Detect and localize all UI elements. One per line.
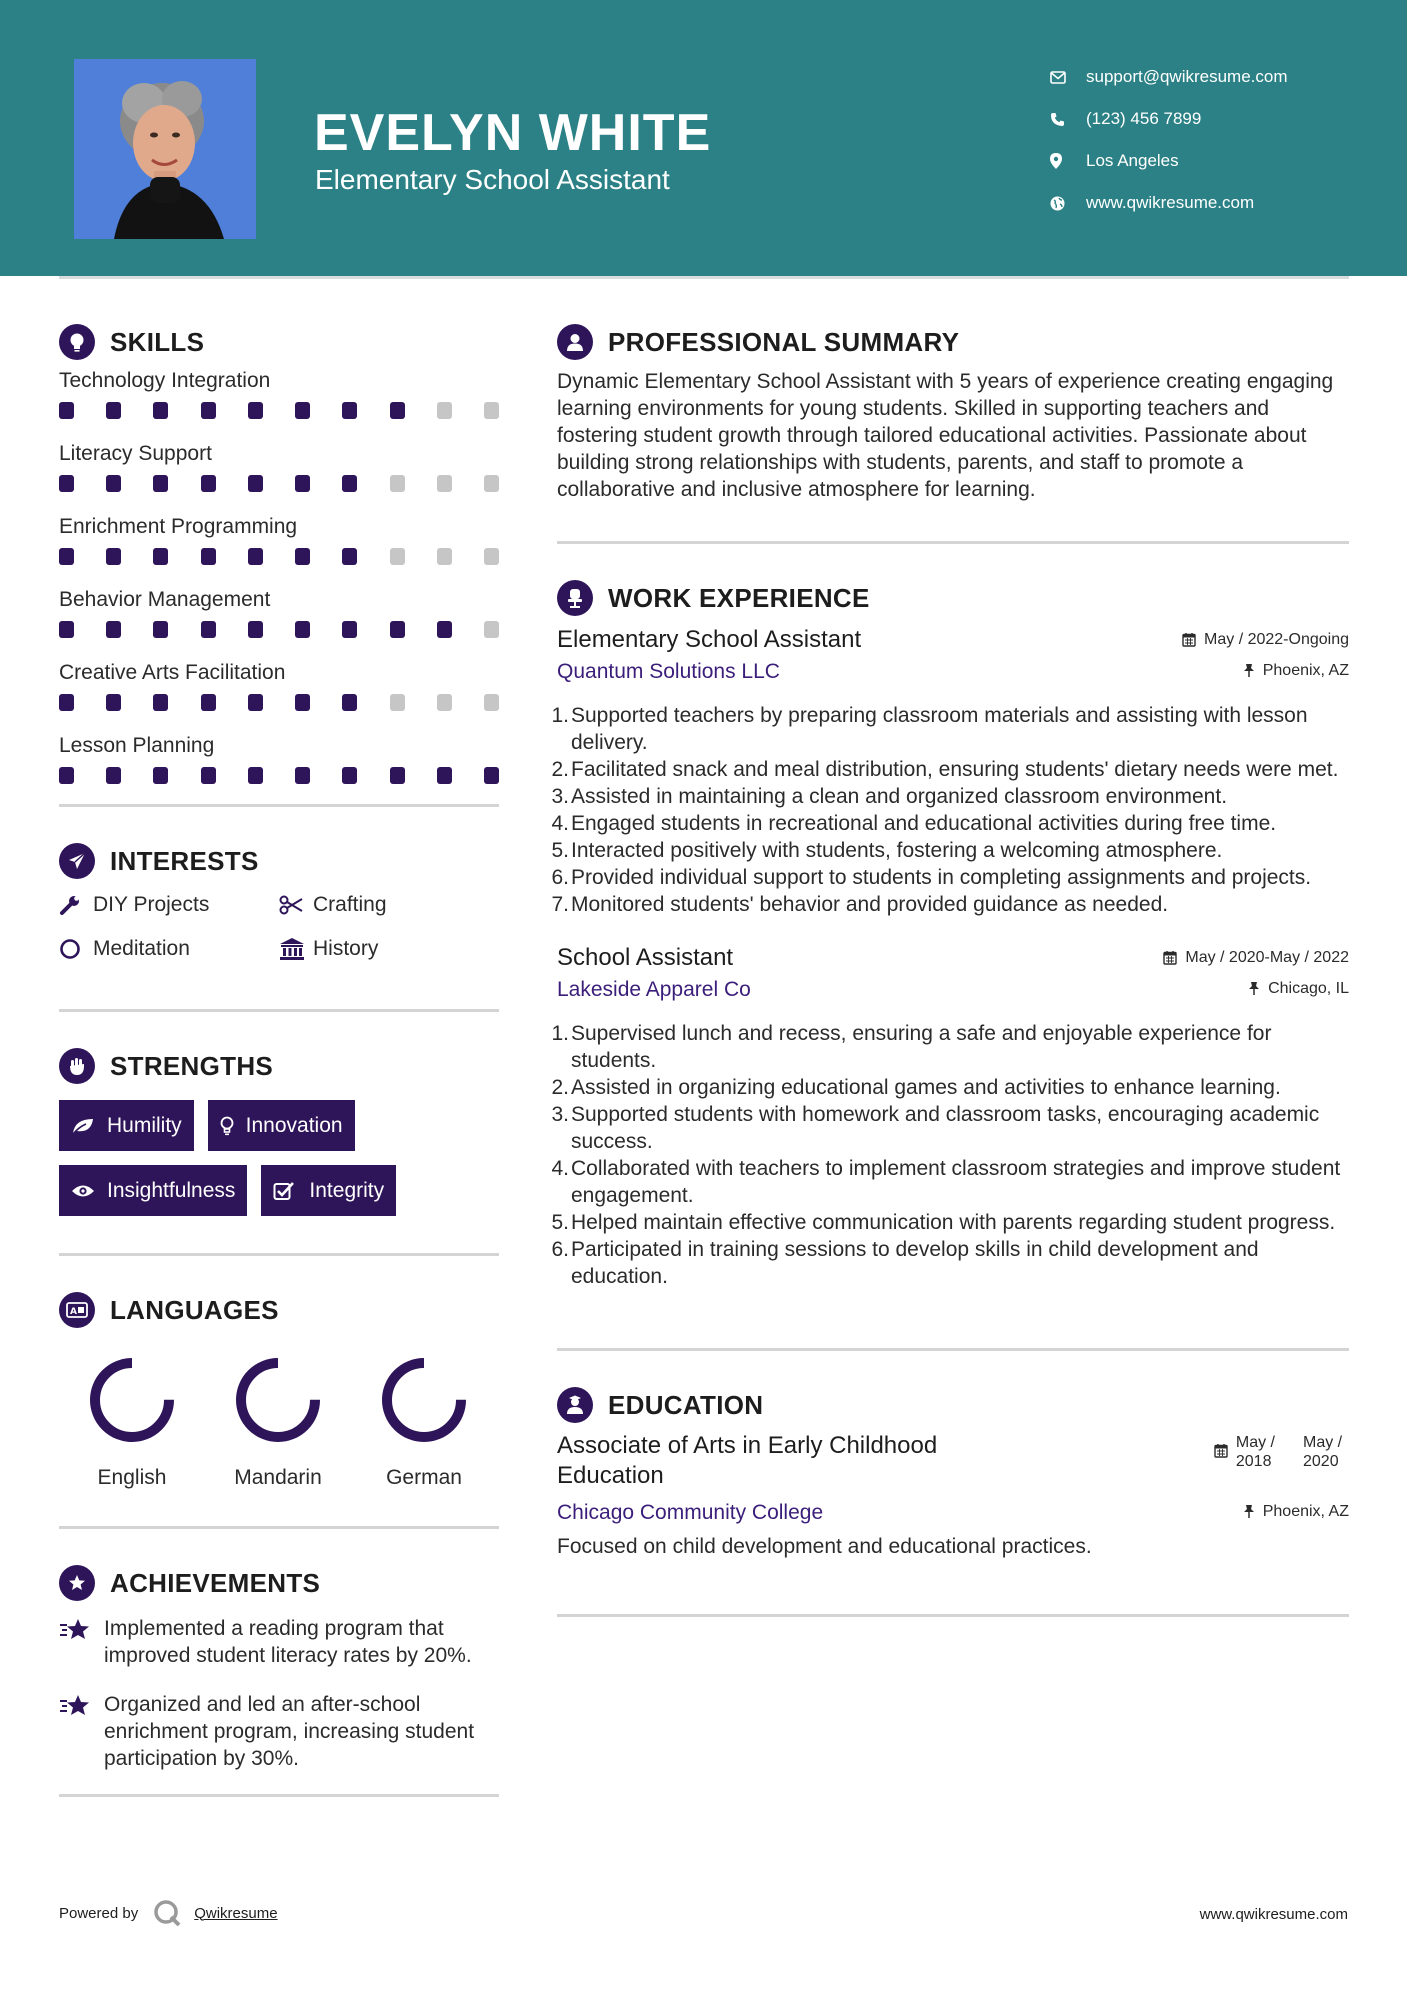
skill-dot-filled — [106, 475, 121, 492]
skill-dot-empty — [484, 621, 499, 638]
interests-title: INTERESTS — [110, 845, 259, 876]
skill-dot-filled — [342, 475, 357, 492]
section-divider — [59, 1009, 499, 1012]
contact-email[interactable] — [1050, 56, 1380, 98]
globe-icon — [1050, 196, 1086, 211]
skill-rating — [59, 548, 499, 565]
job-title: School Assistant — [557, 944, 734, 971]
language-name: Mandarin — [234, 1466, 322, 1489]
star-icon — [59, 1691, 104, 1724]
skill-dot-filled — [390, 621, 405, 638]
bullet-number: 5. — [551, 839, 569, 862]
job-entry — [551, 942, 1349, 1290]
qwikresume-link[interactable]: Qwikresume — [194, 1904, 278, 1922]
education-start-year: 2018 — [1235, 1453, 1272, 1470]
language-level-ring — [232, 1354, 324, 1446]
interest-label: Crafting — [313, 893, 387, 916]
bullet-text: Facilitated snack and meal distribution, ensuring students' dietary needs were met. — [571, 758, 1339, 781]
education-start-month: May / — [1235, 1434, 1275, 1451]
skill-dot-filled — [153, 694, 168, 711]
skill-name: Literacy Support — [59, 442, 212, 465]
language-item — [59, 1354, 205, 1490]
skill-dot-empty — [484, 475, 499, 492]
strengths-title: STRENGTHS — [110, 1050, 274, 1081]
skill-dot-filled — [342, 548, 357, 565]
contact-website[interactable] — [1050, 182, 1380, 224]
star-badge-icon — [59, 1565, 95, 1601]
bullet-text: Supervised lunch and recess, ensuring a safe and enjoyable experience for students. — [571, 1022, 1272, 1072]
skills-heading — [59, 318, 499, 366]
languages-heading — [59, 1286, 499, 1334]
education-title: EDUCATION — [608, 1389, 764, 1420]
language-level-ring — [378, 1354, 470, 1446]
job-bullet — [551, 756, 1349, 783]
job-bullet — [551, 1209, 1349, 1236]
strengths-badges — [59, 1100, 499, 1216]
skill-dot-filled — [437, 767, 452, 784]
pushpin-icon — [1243, 1504, 1255, 1519]
skill-dot-filled — [295, 767, 310, 784]
svg-text:A: A — [70, 1307, 77, 1317]
skill-dot-filled — [153, 621, 168, 638]
company-name: Lakeside Apparel Co — [557, 978, 751, 1001]
skill-dot-filled — [59, 475, 74, 492]
skill-dot-filled — [248, 621, 263, 638]
wrench-icon — [59, 894, 93, 916]
skill-dot-filled — [342, 402, 357, 419]
achievement-text: Organized and led an after-school enrichment program, increasing student participation by 30%. — [104, 1693, 475, 1770]
header-divider — [59, 276, 1349, 279]
skill-dot-filled — [295, 402, 310, 419]
skill-dot-filled — [59, 694, 74, 711]
job-bullet — [551, 891, 1349, 918]
education-description: Focused on child development and educational practices. — [557, 1535, 1092, 1558]
lightbulb-icon — [59, 324, 95, 360]
education-heading — [557, 1381, 1349, 1429]
strength-label: Humility — [107, 1113, 182, 1137]
job-location-text: Phoenix, AZ — [1262, 661, 1349, 679]
skill-dot-filled — [201, 767, 216, 784]
languages-list — [59, 1354, 499, 1490]
bullet-number: 1. — [551, 1022, 569, 1045]
education-end — [1303, 1433, 1349, 1471]
achievement-item — [59, 1691, 499, 1772]
phone-icon — [1050, 112, 1086, 127]
skill-name: Behavior Management — [59, 588, 271, 611]
strength-badge — [59, 1165, 247, 1216]
company-name: Quantum Solutions LLC — [557, 660, 780, 683]
language-icon — [59, 1292, 95, 1328]
skill-dot-empty — [390, 548, 405, 565]
bullet-text: Helped maintain effective communication with parents regarding student progress. — [571, 1211, 1336, 1234]
skill-name: Creative Arts Facilitation — [59, 661, 286, 684]
job-bullets — [551, 702, 1349, 918]
lightbulb-icon — [220, 1116, 246, 1136]
bullet-text: Supported students with homework and classroom tasks, encouraging academic success. — [571, 1103, 1320, 1153]
job-bullets — [551, 1020, 1349, 1290]
bullet-number: 5. — [551, 1211, 569, 1234]
bullet-number: 2. — [551, 758, 569, 781]
bullet-text: Collaborated with teachers to implement classroom strategies and improve student engagement. — [571, 1157, 1341, 1207]
skill-dot-filled — [342, 767, 357, 784]
summary-heading — [557, 318, 1349, 366]
circle-icon — [59, 938, 93, 960]
bullet-number: 1. — [551, 704, 569, 727]
skill-dot-filled — [248, 402, 263, 419]
education-entry — [557, 1431, 1349, 1560]
skill-dot-filled — [201, 621, 216, 638]
skill-dot-filled — [153, 767, 168, 784]
skill-dot-filled — [106, 548, 121, 565]
skill-dot-filled — [106, 767, 121, 784]
education-location — [1243, 1503, 1349, 1521]
skill-dot-filled — [484, 767, 499, 784]
bullet-text: Participated in training sessions to develop skills in child development and education. — [571, 1238, 1259, 1288]
skill-dot-filled — [248, 475, 263, 492]
job-dates — [1182, 631, 1349, 649]
bullet-text: Assisted in organizing educational games and activities to enhance learning. — [571, 1076, 1281, 1099]
language-name: English — [97, 1466, 167, 1489]
skill-dot-empty — [484, 548, 499, 565]
skill-dot-empty — [484, 694, 499, 711]
skill-dot-filled — [295, 548, 310, 565]
bullet-number: 6. — [551, 866, 569, 889]
section-divider — [59, 1253, 499, 1256]
skill-dot-filled — [390, 402, 405, 419]
skill-dot-empty — [484, 402, 499, 419]
calendar-icon — [1163, 950, 1177, 965]
eye-icon — [71, 1183, 107, 1199]
skill-rating — [59, 621, 499, 638]
skill-dot-filled — [59, 621, 74, 638]
check-square-icon — [273, 1181, 309, 1201]
qwikresume-logo-icon — [152, 1898, 182, 1928]
resume-header — [0, 0, 1407, 276]
skill-dot-filled — [342, 694, 357, 711]
job-bullet — [551, 1020, 1349, 1074]
skill-dot-empty — [437, 548, 452, 565]
skill-dot-filled — [295, 621, 310, 638]
experience-heading — [557, 574, 1349, 622]
skill-dot-filled — [437, 621, 452, 638]
skill-dot-empty — [437, 694, 452, 711]
bullet-number: 3. — [551, 785, 569, 808]
language-level-arc — [95, 1363, 169, 1437]
skills-title: SKILLS — [110, 326, 205, 357]
strength-badge — [59, 1100, 194, 1151]
skill-dot-filled — [390, 767, 405, 784]
job-bullet — [551, 1155, 1349, 1209]
pushpin-icon — [1243, 663, 1255, 678]
star-icon — [59, 1615, 104, 1648]
achievements-title: ACHIEVEMENTS — [110, 1567, 321, 1598]
languages-title: LANGUAGES — [110, 1294, 279, 1325]
language-level-ring — [86, 1354, 178, 1446]
skill-dot-filled — [295, 694, 310, 711]
experience-title: WORK EXPERIENCE — [608, 582, 870, 613]
job-bullet — [551, 1101, 1349, 1155]
skill-dot-empty — [437, 402, 452, 419]
contact-phone[interactable] — [1050, 98, 1380, 140]
section-divider — [59, 1794, 499, 1797]
skill-dot-filled — [201, 548, 216, 565]
language-item — [205, 1354, 351, 1490]
calendar-icon — [1182, 632, 1196, 647]
contact-location — [1050, 140, 1380, 182]
interest-item — [279, 935, 499, 963]
skill-dot-empty — [390, 475, 405, 492]
job-bullet — [551, 783, 1349, 810]
chair-icon — [557, 580, 593, 616]
interest-label: DIY Projects — [93, 893, 210, 916]
user-icon — [557, 324, 593, 360]
language-level-arc — [387, 1363, 461, 1437]
education-location-text: Phoenix, AZ — [1262, 1502, 1349, 1520]
job-bullet — [551, 1236, 1349, 1290]
footer-powered-by — [59, 1898, 278, 1928]
achievements-heading — [59, 1559, 499, 1607]
skill-name: Enrichment Programming — [59, 515, 298, 538]
job-entry — [551, 624, 1349, 918]
contact-email-text: support@qwikresume.com — [1086, 67, 1288, 86]
skill-dot-filled — [295, 475, 310, 492]
museum-icon — [279, 937, 313, 961]
contact-location-text: Los Angeles — [1086, 151, 1179, 170]
skill-dot-filled — [201, 694, 216, 711]
language-level-arc — [241, 1363, 315, 1437]
education-start — [1236, 1433, 1275, 1471]
skills-list — [59, 366, 499, 784]
skill-rating — [59, 475, 499, 492]
hand-icon — [59, 1048, 95, 1084]
candidate-title: Elementary School Assistant — [315, 164, 670, 195]
job-dates-text: May / 2020-May / 2022 — [1185, 948, 1349, 966]
skill-dot-filled — [153, 548, 168, 565]
paper-plane-icon — [59, 843, 95, 879]
bullet-number: 2. — [551, 1076, 569, 1099]
bullet-text: Supported teachers by preparing classroom materials and assisting with lesson delivery. — [571, 704, 1308, 754]
job-bullet — [551, 837, 1349, 864]
skill-dot-filled — [59, 767, 74, 784]
leaf-icon — [71, 1117, 107, 1135]
section-divider — [557, 1348, 1349, 1351]
bullet-text: Engaged students in recreational and educational activities during free time. — [571, 812, 1277, 835]
scissors-icon — [279, 895, 313, 915]
skill-dot-filled — [342, 621, 357, 638]
section-divider — [557, 541, 1349, 544]
skill-dot-filled — [59, 402, 74, 419]
bullet-number: 3. — [551, 1103, 569, 1126]
strengths-heading — [59, 1042, 499, 1090]
job-location-text: Chicago, IL — [1268, 979, 1349, 997]
skill-dot-filled — [248, 548, 263, 565]
powered-by-label: Powered by — [59, 1904, 139, 1922]
language-name: German — [386, 1466, 462, 1489]
summary-title: PROFESSIONAL SUMMARY — [608, 326, 960, 357]
strength-label: Integrity — [309, 1178, 385, 1202]
contact-list — [1050, 56, 1380, 224]
bullet-number: 6. — [551, 1238, 569, 1261]
achievements-list — [59, 1615, 499, 1772]
interest-label: History — [313, 937, 379, 960]
skill-dot-filled — [106, 402, 121, 419]
job-bullet — [551, 702, 1349, 756]
education-end-year: 2020 — [1303, 1453, 1339, 1470]
achievement-text: Implemented a reading program that improved student literacy rates by 20%. — [104, 1617, 472, 1667]
skill-dot-filled — [248, 694, 263, 711]
strength-badge — [208, 1100, 355, 1151]
skill-dot-empty — [437, 475, 452, 492]
skill-dot-filled — [59, 548, 74, 565]
skill-dot-empty — [390, 694, 405, 711]
job-location — [1243, 662, 1349, 680]
interests-heading — [59, 837, 499, 885]
interest-item — [279, 891, 499, 919]
section-divider — [557, 1614, 1349, 1617]
job-location — [1248, 980, 1349, 998]
section-divider — [59, 1526, 499, 1529]
bullet-text: Interacted positively with students, fostering a welcoming atmosphere. — [571, 839, 1223, 862]
job-dates — [1163, 949, 1349, 967]
contact-website-text: www.qwikresume.com — [1086, 193, 1255, 212]
skill-dot-filled — [201, 475, 216, 492]
skill-rating — [59, 767, 499, 784]
skill-dot-filled — [153, 475, 168, 492]
left-column — [59, 318, 499, 1797]
job-bullet — [551, 810, 1349, 837]
interests-list — [59, 891, 499, 963]
bullet-text: Provided individual support to students in completing assignments and projects. — [571, 866, 1312, 889]
envelope-icon — [1050, 71, 1086, 84]
school-name: Chicago Community College — [557, 1501, 824, 1524]
skill-dot-filled — [248, 767, 263, 784]
bullet-number: 4. — [551, 1157, 569, 1180]
calendar-icon — [1214, 1433, 1228, 1458]
skill-dot-filled — [106, 621, 121, 638]
interest-label: Meditation — [93, 937, 190, 960]
interest-item — [59, 935, 279, 963]
interest-item — [59, 891, 279, 919]
pushpin-icon — [1248, 981, 1260, 996]
skill-dot-filled — [106, 694, 121, 711]
achievement-item — [59, 1615, 499, 1669]
strength-label: Insightfulness — [107, 1178, 236, 1202]
language-item — [351, 1354, 497, 1490]
skill-rating — [59, 694, 499, 711]
skill-name: Technology Integration — [59, 369, 271, 392]
map-pin-icon — [1050, 153, 1086, 169]
section-divider — [59, 804, 499, 807]
strength-badge — [261, 1165, 396, 1216]
right-column — [551, 318, 1349, 1617]
candidate-name: EVELYN WHITE — [314, 104, 712, 162]
summary-text: Dynamic Elementary School Assistant with 5 years of experience creating engaging learning environments for young students. Skilled in supporting teachers and fostering student growth through tailored educational activities. Passionate about building strong relationships with students, parents, and staff to promote a collaborative and inclusive atmosphere for learning. — [557, 370, 1334, 501]
education-end-month: May / — [1303, 1434, 1343, 1451]
strength-label: Innovation — [245, 1113, 343, 1137]
skill-dot-filled — [153, 402, 168, 419]
job-bullet — [551, 864, 1349, 891]
skill-rating — [59, 402, 499, 419]
graduate-icon — [557, 1387, 593, 1423]
job-dates-text: May / 2022-Ongoing — [1204, 630, 1349, 648]
contact-phone-text: (123) 456 7899 — [1086, 109, 1202, 128]
education-dates — [1214, 1431, 1349, 1471]
profile-photo — [74, 59, 256, 239]
bullet-text: Assisted in maintaining a clean and organized classroom environment. — [571, 785, 1228, 808]
skill-name: Lesson Planning — [59, 734, 215, 757]
footer-website[interactable]: www.qwikresume.com — [1199, 1906, 1348, 1923]
bullet-text: Monitored students' behavior and provided guidance as needed. — [571, 893, 1169, 916]
skill-dot-filled — [201, 402, 216, 419]
job-bullet — [551, 1074, 1349, 1101]
bullet-number: 4. — [551, 812, 569, 835]
job-title: Elementary School Assistant — [557, 626, 862, 653]
bullet-number: 7. — [551, 893, 569, 916]
degree-name: Associate of Arts in Early Childhood Education — [557, 1432, 938, 1489]
